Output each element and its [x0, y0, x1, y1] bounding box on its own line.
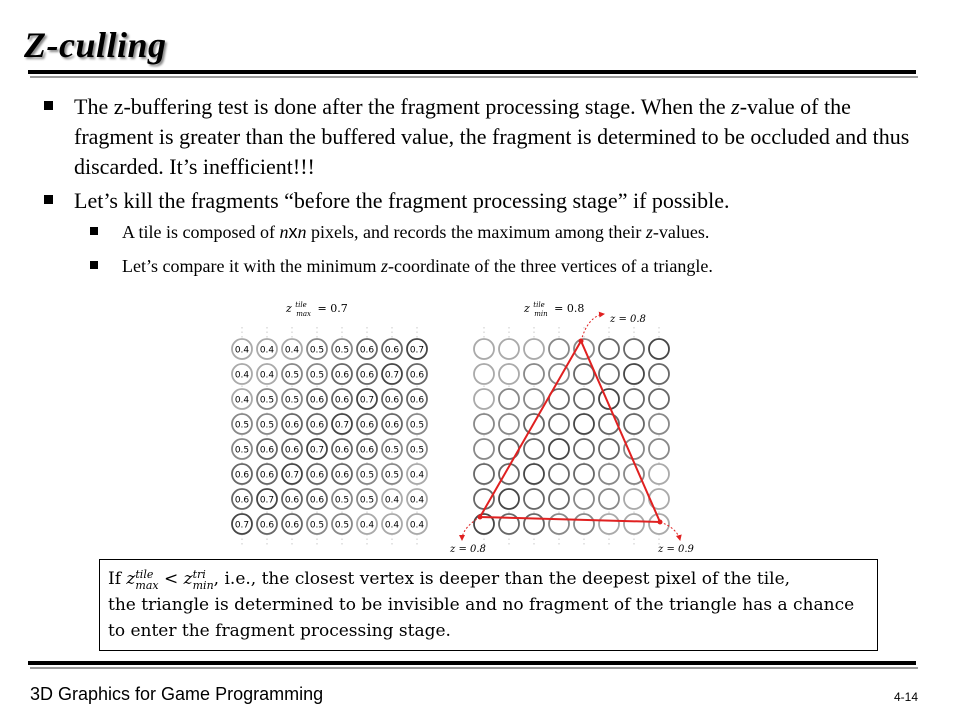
- pixel-circle: [524, 364, 544, 384]
- pixel-circle: [549, 514, 569, 534]
- pixel-circle: [524, 464, 544, 484]
- bullet-list: [44, 92, 924, 288]
- vertex-bottom-right-label: z = 0.9: [658, 544, 694, 555]
- pixel-z-value: 0.5: [284, 395, 300, 406]
- pixel-circle: [649, 389, 669, 409]
- vertex-top-label: z = 0.8: [610, 314, 646, 325]
- pixel-z-value: 0.6: [384, 420, 400, 431]
- pixel-circle: [499, 489, 519, 509]
- pixel-circle: [524, 489, 544, 509]
- pixel-z-value: 0.6: [309, 495, 325, 506]
- pixel-z-value: 0.6: [409, 395, 425, 406]
- pixel-circle: [624, 439, 644, 459]
- pixel-z-value: 0.4: [409, 470, 425, 481]
- square-bullet-icon: [44, 195, 53, 204]
- pixel-z-value: 0.6: [259, 445, 275, 456]
- pixel-z-value: 0.4: [234, 345, 250, 356]
- pixel-z-value: 0.7: [384, 370, 400, 381]
- pixel-circle: [474, 389, 494, 409]
- pixel-z-value: 0.7: [359, 395, 375, 406]
- sub-bullet-text: Let’s compare it with the minimum z-coordinate of the three vertices of a triangle.: [122, 256, 713, 276]
- title-divider: [28, 70, 916, 74]
- pixel-z-value: 0.7: [284, 470, 300, 481]
- pixel-circle: [599, 514, 619, 534]
- pixel-z-value: 0.7: [234, 520, 250, 531]
- pixel-z-value: 0.5: [384, 470, 400, 481]
- formula-line-2: the triangle is determined to be invisible and no fragment of the triangle has a chance: [108, 595, 855, 615]
- pixel-circle: [599, 439, 619, 459]
- vertex-bottom-left-label: z = 0.8: [450, 544, 486, 555]
- pixel-z-value: 0.5: [359, 470, 375, 481]
- pixel-z-value: 0.6: [409, 370, 425, 381]
- formula-line-3: to enter the fragment processing stage.: [108, 621, 451, 641]
- pixel-circle: [649, 339, 669, 359]
- pixel-z-value: 0.6: [284, 445, 300, 456]
- bullet-item: [44, 92, 924, 182]
- pixel-z-value: 0.6: [359, 420, 375, 431]
- pixel-circle: [499, 364, 519, 384]
- pixel-circle: [649, 439, 669, 459]
- pixel-circle: [624, 414, 644, 434]
- pixel-circle: [624, 364, 644, 384]
- pixel-z-value: 0.6: [309, 395, 325, 406]
- right-tile-grid: [474, 327, 669, 546]
- pixel-circle: [499, 389, 519, 409]
- pixel-circle: [649, 464, 669, 484]
- pixel-circle: [574, 439, 594, 459]
- left-tile-grid: [232, 327, 427, 546]
- pixel-circle: [524, 339, 544, 359]
- pixel-z-value: 0.5: [334, 520, 350, 531]
- pixel-z-value: 0.5: [259, 395, 275, 406]
- pixel-z-value: 0.7: [309, 445, 325, 456]
- pixel-circle: [624, 464, 644, 484]
- formula-line-1: If z tile max < z tri min , i.e., the closest vertex is deeper than the deepest pixel of the tile,: [108, 567, 791, 592]
- pixel-z-value: 0.4: [259, 345, 275, 356]
- pixel-z-value: 0.4: [234, 395, 250, 406]
- pixel-z-value: 0.5: [259, 420, 275, 431]
- pixel-circle: [649, 414, 669, 434]
- pixel-z-value: 0.5: [409, 420, 425, 431]
- pixel-z-value: 0.6: [359, 345, 375, 356]
- pixel-circle: [524, 514, 544, 534]
- square-bullet-icon: [44, 101, 53, 110]
- pixel-z-value: 0.6: [234, 495, 250, 506]
- pixel-z-value: 0.6: [284, 495, 300, 506]
- title-divider-shadow: [30, 76, 918, 78]
- pixel-z-value: 0.6: [359, 445, 375, 456]
- tile-max-label: z $^{tile}$ max = 0.7: [286, 301, 348, 318]
- tile-min-label: z $^{tile}$ min = 0.8: [524, 301, 585, 318]
- pixel-z-value: 0.4: [259, 370, 275, 381]
- bullet-text: Let’s kill the fragments “before the fragment processing stage” if possible.: [74, 188, 730, 213]
- pixel-z-value: 0.6: [234, 470, 250, 481]
- pixel-z-value: 0.7: [409, 345, 425, 356]
- footer-divider: [28, 661, 916, 665]
- z-culling-figure: [222, 296, 702, 558]
- pixel-z-value: 0.6: [284, 420, 300, 431]
- pixel-z-value: 0.4: [384, 520, 400, 531]
- pixel-circle: [574, 389, 594, 409]
- pixel-z-value: 0.6: [334, 395, 350, 406]
- pixel-circle: [524, 389, 544, 409]
- pixel-z-value: 0.4: [384, 495, 400, 506]
- pixel-z-value: 0.6: [359, 370, 375, 381]
- pixel-circle: [499, 414, 519, 434]
- square-bullet-icon: [90, 261, 98, 269]
- square-bullet-icon: [90, 227, 98, 235]
- pixel-circle: [574, 464, 594, 484]
- pixel-z-value: 0.6: [384, 345, 400, 356]
- pixel-z-value: 0.6: [384, 395, 400, 406]
- pixel-z-value: 0.5: [309, 520, 325, 531]
- bullet-item: [44, 186, 924, 216]
- pixel-z-value: 0.4: [234, 370, 250, 381]
- course-title: 3D Graphics for Game Programming: [30, 684, 324, 704]
- pixel-z-value: 0.5: [284, 370, 300, 381]
- pixel-circle: [524, 439, 544, 459]
- pixel-circle: [624, 514, 644, 534]
- bullet-text: The z-buffering test is done after the fragment processing stage. When the z-value of the fragment is greater than the buffered value, the fragment is determined to be occluded and thus discarded. It’s inefficient!!!: [74, 94, 910, 179]
- pixel-z-value: 0.4: [284, 345, 300, 356]
- pixel-z-value: 0.6: [334, 470, 350, 481]
- pixel-circle: [624, 389, 644, 409]
- culling-condition-box: [99, 559, 878, 651]
- footer-divider-shadow: [30, 667, 918, 669]
- pixel-z-value: 0.5: [309, 370, 325, 381]
- pixel-circle: [599, 414, 619, 434]
- pixel-z-value: 0.5: [334, 345, 350, 356]
- pixel-circle: [474, 414, 494, 434]
- pixel-z-value: 0.5: [409, 445, 425, 456]
- pixel-z-value: 0.6: [284, 520, 300, 531]
- pixel-circle: [574, 364, 594, 384]
- pixel-z-value: 0.6: [259, 470, 275, 481]
- pixel-circle: [599, 364, 619, 384]
- pixel-circle: [624, 339, 644, 359]
- pixel-z-value: 0.6: [334, 445, 350, 456]
- pixel-circle: [474, 339, 494, 359]
- pixel-circle: [499, 339, 519, 359]
- pixel-circle: [599, 464, 619, 484]
- pixel-z-value: 0.6: [259, 520, 275, 531]
- pixel-circle: [649, 364, 669, 384]
- pixel-circle: [574, 489, 594, 509]
- pixel-z-value: 0.6: [309, 420, 325, 431]
- pixel-circle: [549, 339, 569, 359]
- sub-bullet-item: [90, 254, 924, 278]
- pixel-z-value: 0.6: [309, 470, 325, 481]
- page-number: 4-14: [894, 690, 919, 704]
- pixel-z-value: 0.5: [234, 420, 250, 431]
- pixel-z-value: 0.6: [334, 370, 350, 381]
- pixel-circle: [474, 439, 494, 459]
- pixel-circle: [549, 489, 569, 509]
- pixel-z-value: 0.5: [384, 445, 400, 456]
- pixel-z-value: 0.4: [409, 520, 425, 531]
- pixel-z-value: 0.5: [309, 345, 325, 356]
- pixel-circle: [574, 414, 594, 434]
- sub-bullet-item: [90, 220, 924, 244]
- pixel-circle: [474, 464, 494, 484]
- sub-bullet-text: A tile is composed of nxn pixels, and records the maximum among their z-values.: [122, 222, 710, 242]
- pixel-z-value: 0.7: [334, 420, 350, 431]
- pixel-z-value: 0.5: [359, 495, 375, 506]
- pixel-circle: [474, 364, 494, 384]
- pixel-circle: [549, 414, 569, 434]
- pixel-circle: [549, 464, 569, 484]
- pixel-z-value: 0.4: [359, 520, 375, 531]
- pixel-circle: [624, 489, 644, 509]
- vertex-arrow: [581, 314, 604, 341]
- pixel-z-value: 0.5: [234, 445, 250, 456]
- pixel-z-value: 0.5: [334, 495, 350, 506]
- pixel-z-value: 0.4: [409, 495, 425, 506]
- pixel-circle: [574, 514, 594, 534]
- pixel-circle: [599, 339, 619, 359]
- pixel-circle: [599, 489, 619, 509]
- pixel-z-value: 0.7: [259, 495, 275, 506]
- pixel-circle: [549, 439, 569, 459]
- slide-title: Z-culling: [24, 25, 167, 65]
